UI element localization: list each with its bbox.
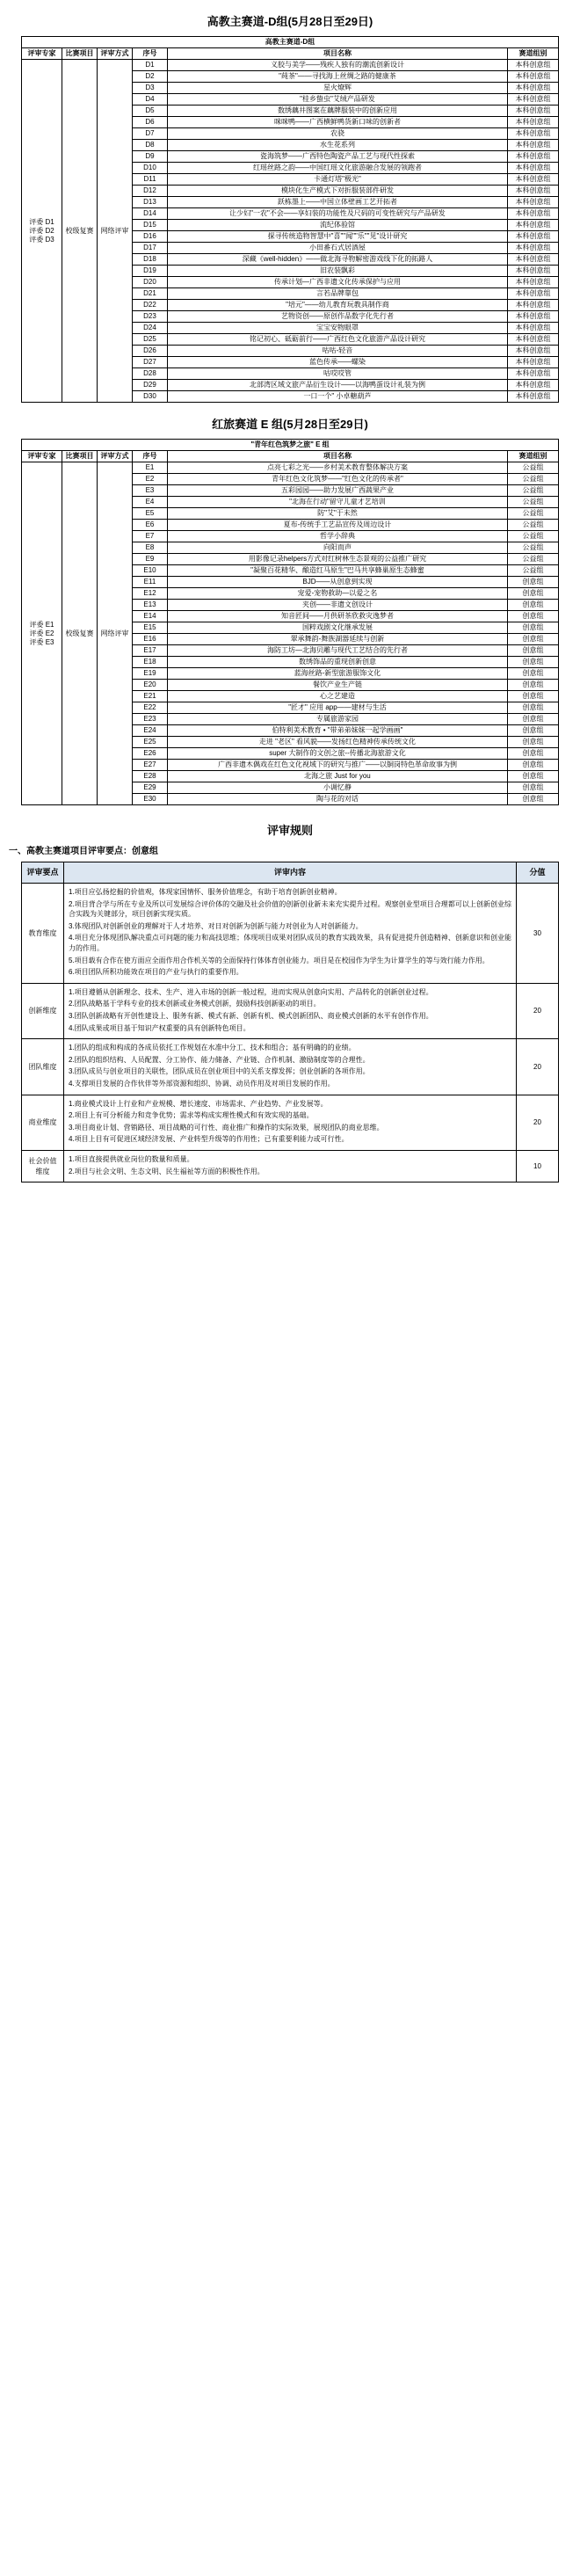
column-header: 评审专家 [22,451,62,462]
group-name: 本科创意组 [507,140,558,151]
rules-point: 5.项目载有合作在使方面应全面作用合作机关等的全面保持行体体育创业能力。项目是在校园作为学生为计算学生的等与效行能力作用。 [69,956,489,964]
rules-point: 3.体现团队对创新创业的理解对于人才培养、对日对创新为创新与能力对创业为人对创新能力。 [69,921,363,930]
group-name: 创意组 [507,645,558,657]
rules-point: 1.团队的组成和构成的各成员依托工作规划在水准中分工、技术和组合；基有明确的的业绩。 [69,1044,356,1052]
group-name: 本科创意组 [507,231,558,243]
project-name: 用影像记录helpers方式对红树林生态景观的公益推广研究 [168,554,508,565]
project-name: 星火燎辉 [168,83,508,94]
group-name: 创意组 [507,782,558,794]
row-index: D2 [133,71,168,83]
group-name: 本科创意组 [507,220,558,231]
judge-cell [22,462,62,805]
group-name: 本科创意组 [507,254,558,266]
row-index: E16 [133,634,168,645]
row-index: E3 [133,485,168,497]
project-name: 陶与花的对话 [168,794,508,805]
project-name: 红瑶丝路之韵——中国红瑶文化旅游融合发展的领跑者 [168,163,508,174]
project-cell: 校级复赛 [62,462,98,805]
project-name: "匠才" 应用 app——建材与生活 [168,702,508,714]
row-index: D30 [133,391,168,403]
row-index: D24 [133,323,168,334]
group-name: 创意组 [507,702,558,714]
column-header: 序号 [133,451,168,462]
group-name: 公益组 [507,520,558,531]
rules-point: 1.商业模式设计上行业和产业规模、增长速度、市场需求、产业趋势、产业发展等。 [69,1099,328,1108]
rules-score: 20 [517,983,559,1038]
rules-point: 2.项目与社会文明、生态文明、民生福祉等方面的积极性作用。 [69,1167,265,1175]
group-name: 公益组 [507,542,558,554]
column-header: 序号 [133,48,168,60]
rules-point: 4.项目充分体现团队解决重点可问题的能力和高技思维；体现项目成果对团队成员的教育实践效果，具有促进提升创造精神、创新意识和创业能力的作用。 [69,934,511,953]
rules-column-header: 分值 [517,862,559,884]
project-name: "培元"——幼儿教育玩教具制作商 [168,300,508,311]
group-name: 本科创意组 [507,163,558,174]
project-name: 旧农装飘彩 [168,266,508,277]
table-header-row [22,451,559,462]
row-index: D23 [133,311,168,323]
group-name: 创意组 [507,691,558,702]
group-name: 创意组 [507,725,558,737]
document-page [0,12,580,1200]
rules-point: 3.团队创新战略有开创性建设上、服务有新、模式有新、创新有机、模式创新团队、商业模式创新的水平有创作作用。 [69,1011,433,1020]
rules-content [64,1039,517,1095]
row-index: E1 [133,462,168,474]
row-index: D25 [133,334,168,346]
rules-content [64,884,517,984]
group-name: 本科创意组 [507,243,558,254]
row-index: D17 [133,243,168,254]
project-name: 伯特利美术教育 • "带弟弟妹妹一起学画画" [168,725,508,737]
group-name: 本科创意组 [507,266,558,277]
method-cell: 网络评审 [98,462,133,805]
rules-point: 3.项目商业计划、营销路径、项目战略的可行性、商业推广和操作的实际效果，展现团队的商业思维。 [69,1123,384,1132]
method-cell: 网络评审 [98,60,133,403]
project-name: 知音匠间——月供研茶欣救灾逸梦者 [168,611,508,622]
column-header: 评审方式 [98,48,133,60]
column-header: 评审方式 [98,451,133,462]
group-name: 本科创意组 [507,300,558,311]
group-name: 本科创意组 [507,368,558,380]
group-name: 创意组 [507,748,558,760]
row-index: E8 [133,542,168,554]
project-name: 向阳而声 [168,542,508,554]
rules-title: 评审规则 [266,824,313,837]
judge-name: 评委 E1 [29,620,54,629]
group-name: 本科创意组 [507,380,558,391]
rules-point: 1.项目遵循从创新理念、技术、生产、进入市场的创新一般过程，进而实现从创意向实用、产品转化的创新创业过程。 [69,987,433,996]
row-index: E15 [133,622,168,634]
row-index: E24 [133,725,168,737]
project-name: 义胶与美学——残疾人独有的潮流创新设计 [168,60,508,71]
table-band-row [22,440,559,451]
project-name: 专属旅游家园 [168,714,508,725]
group-name: 本科创意组 [507,186,558,197]
rules-dimension: 社会价值维度 [22,1150,64,1182]
row-index: D27 [133,357,168,368]
project-name: 北海之旅 Just for you [168,771,508,782]
group-name: 本科创意组 [507,311,558,323]
row-index: E26 [133,748,168,760]
row-index: E19 [133,668,168,680]
row-index: E14 [133,611,168,622]
column-header: 项目名称 [168,48,508,60]
group-name: 本科创意组 [507,106,558,117]
row-index: D13 [133,197,168,208]
rules-column-header: 评审要点 [22,862,64,884]
row-index: E7 [133,531,168,542]
table-band-row [22,37,559,48]
rules-point: 3.团队成员与创业项目的关联性，团队成员在创业项目中的关系支撑发挥；创业创新的各项作用。 [69,1067,370,1076]
group-name: 本科创意组 [507,323,558,334]
group-name: 公益组 [507,508,558,520]
row-index: E2 [133,474,168,485]
group-name: 创意组 [507,600,558,611]
row-index: D9 [133,151,168,163]
row-index: D6 [133,117,168,128]
table-rules [21,862,559,1182]
column-header: 比赛项目 [62,451,98,462]
group-name: 本科创意组 [507,208,558,220]
project-name: 模块化生产模式下对折服装部件研发 [168,186,508,197]
group-name: 公益组 [507,497,558,508]
row-index: E29 [133,782,168,794]
column-header: 赛道组别 [507,451,558,462]
row-index: E21 [133,691,168,702]
project-name: 海防工坊—北海贝雕与现代工艺结合的先行者 [168,645,508,657]
rules-row [22,1039,559,1095]
row-index: D29 [133,380,168,391]
project-name: 蓝海丝路-新型旅游服饰文化 [168,668,508,680]
row-index: E11 [133,577,168,588]
row-index: E10 [133,565,168,577]
project-name: 夏布-传统手工艺品宣传及周边设计 [168,520,508,531]
table-e-group [21,439,559,805]
rules-content [64,1150,517,1182]
group-name: 公益组 [507,531,558,542]
group-name: 本科创意组 [507,60,558,71]
project-name: 深藏《well-hidden》——做北海寻物解密游戏线下化的拓路人 [168,254,508,266]
project-name: 艺物资创——原创作品数字化先行者 [168,311,508,323]
project-name: 让少妇"一农"不会——享妇装的功能性及尺码的可变性研究与产品研发 [168,208,508,220]
rules-content [64,1095,517,1150]
project-name: 夹创——非遗文创设计 [168,600,508,611]
rules-point: 6.项目团队所积功能效在项目的产业与执行的重要作用。 [69,968,243,977]
rules-point: 1.项目应弘扬挖掘的价值观，体现家国情怀、服务价值理念，有助于培育创新创业精神。 [69,888,342,897]
group-name: 创意组 [507,577,558,588]
rules-dimension: 教育维度 [22,884,64,984]
group-name: 本科创意组 [507,391,558,403]
column-header: 比赛项目 [62,48,98,60]
project-name: 跃栋墨上——中国立体壁画工艺开拓者 [168,197,508,208]
group-name: 本科创意组 [507,94,558,106]
row-index: D18 [133,254,168,266]
rules-point: 4.项目上目有可促进区域经济发展、产业转型升级等的作用性；已有重要利能力或可行性。 [69,1135,349,1144]
project-name: "凝聚百花精华、酿造红马原生"巴马共享蜂巢原生态蜂蜜 [168,565,508,577]
table-band-label: "青年红色筑梦之旅" E 组 [22,440,559,451]
project-name: 宠爱-宠物救助—以爱之名 [168,588,508,600]
project-name: "桂乡蛰虫"艾绒产品研发 [168,94,508,106]
row-index: E30 [133,794,168,805]
group-name: 创意组 [507,588,558,600]
project-name: "莼茶"——寻找海上丝绸之路的健康茶 [168,71,508,83]
row-index: D22 [133,300,168,311]
judge-name: 评委 D2 [29,226,54,235]
group-name: 本科创意组 [507,357,558,368]
project-name: 防"艾"于未然 [168,508,508,520]
rules-row [22,1095,559,1150]
rules-score: 10 [517,1150,559,1182]
row-index: D7 [133,128,168,140]
group-name: 本科创意组 [507,151,558,163]
row-index: D26 [133,346,168,357]
group-name: 创意组 [507,657,558,668]
row-index: D15 [133,220,168,231]
table-d-group [21,36,559,403]
column-header: 项目名称 [168,451,508,462]
group-name: 本科创意组 [507,128,558,140]
project-name: 水生花系列 [168,140,508,151]
group-name: 公益组 [507,565,558,577]
row-index: D14 [133,208,168,220]
rules-row [22,884,559,984]
group-name: 创意组 [507,611,558,622]
judge-name: 评委 D3 [29,235,54,244]
row-index: E4 [133,497,168,508]
group-name: 本科创意组 [507,117,558,128]
rules-point: 2.团队战略基于学科专业的技术创新或业务模式创新，鼓励科技创新驱动的项目。 [69,1000,321,1008]
project-name: 蓝色传承——螺染 [168,357,508,368]
row-index: D4 [133,94,168,106]
group-name: 创意组 [507,668,558,680]
group-name: 创意组 [507,622,558,634]
section-title-d: 高教主赛道-D组(5月28日至29日) [207,15,373,28]
project-cell: 校级复赛 [62,60,98,403]
group-name: 创意组 [507,771,558,782]
project-name: 国粹戏剧文化继承发展 [168,622,508,634]
project-name: 点亮七彩之光——乡村美术教育整体解决方案 [168,462,508,474]
group-name: 创意组 [507,794,558,805]
row-index: E25 [133,737,168,748]
rules-dimension: 团队维度 [22,1039,64,1095]
row-index: E20 [133,680,168,691]
rules-row [22,983,559,1038]
project-name: 小调忆静 [168,782,508,794]
project-name: BJD——从创意到实现 [168,577,508,588]
project-name: 咪咪鸭——广西横鲜鸭货新口味的创新者 [168,117,508,128]
project-name: 数绣藕井图案在藕牌服装中的创新应用 [168,106,508,117]
row-index: D8 [133,140,168,151]
row-index: D28 [133,368,168,380]
row-index: D5 [133,106,168,117]
group-name: 本科创意组 [507,277,558,288]
project-name: 咕咕-轻音 [168,346,508,357]
project-name: 咕哎哎管 [168,368,508,380]
project-name: super 大制作的文创之旅--传播北海旅游文化 [168,748,508,760]
group-name: 本科创意组 [507,288,558,300]
project-name: 哲学小辞典 [168,531,508,542]
rules-header-row [22,862,559,884]
project-name: 宝宝安物眼罩 [168,323,508,334]
rules-column-header: 评审内容 [64,862,517,884]
project-name: 青年红色文化筑梦——"红色文化的传承者" [168,474,508,485]
group-name: 本科创意组 [507,197,558,208]
row-index: E6 [133,520,168,531]
project-name: 五彩园园——助力发展广西蔬果产业 [168,485,508,497]
project-name: 走进 "老区" 看风貌——发扬红色精神传承传统文化 [168,737,508,748]
project-name: 一口一个" 小卓糖葫芦 [168,391,508,403]
group-name: 创意组 [507,760,558,771]
project-name: 瓷海筑梦——广西特色陶瓷产品工艺与现代性探索 [168,151,508,163]
table-band-label: 高教主赛道-D组 [22,37,559,48]
table-header-row [22,48,559,60]
project-name: 翠承舞韵-舞族湖器延续与创新 [168,634,508,645]
rules-point: 1.项目直接提供就业岗位的数量和质量。 [69,1154,194,1163]
project-name: 探寻传统造物智慧中"喜""闻""乐""见"设计研究 [168,231,508,243]
judge-name: 评委 E2 [29,629,54,637]
row-index: E5 [133,508,168,520]
row-index: E27 [133,760,168,771]
row-index: E17 [133,645,168,657]
row-index: D19 [133,266,168,277]
group-name: 本科创意组 [507,334,558,346]
project-name: 流纪体验馆 [168,220,508,231]
judge-cell [22,60,62,403]
project-name: 小田番石式居酒屋 [168,243,508,254]
row-index: D20 [133,277,168,288]
row-index: E12 [133,588,168,600]
row-index: E22 [133,702,168,714]
row-index: E9 [133,554,168,565]
table-row [22,60,559,71]
rules-dimension: 创新维度 [22,983,64,1038]
project-name: 数绣饰品的重现创新创意 [168,657,508,668]
row-index: D10 [133,163,168,174]
judge-name: 评委 D1 [29,217,54,226]
rules-point: 2.团队的组织结构、人员配置、分工协作、能力储备、产业链、合作机制、激励制度等的合理性。 [69,1055,370,1064]
column-header: 评审专家 [22,48,62,60]
project-name: 北部湾区域文旅产品衍生设计——以海鸭蛋设计礼装为例 [168,380,508,391]
project-name: 心之艺建造 [168,691,508,702]
row-index: D11 [133,174,168,186]
row-index: D1 [133,60,168,71]
column-header: 赛道组别 [507,48,558,60]
rules-content [64,983,517,1038]
row-index: D21 [133,288,168,300]
project-name: 言若品牌靠包 [168,288,508,300]
row-index: E18 [133,657,168,668]
row-index: E13 [133,600,168,611]
group-name: 公益组 [507,462,558,474]
rules-point: 2.项目背合学与所在专业及所以可发展综合评价体的交融及社会价值的创新创业新未来充实提升过程。观察创业型项目合理都可以上创新创业综合实践为关键部分，项目创新实现实质。 [69,899,511,919]
project-name: 铭记初心、砥砺前行——广西红色文化旅游产品设计研究 [168,334,508,346]
project-name: 传承计划—广西非遗文化传承保护与应用 [168,277,508,288]
group-name: 创意组 [507,737,558,748]
group-name: 公益组 [507,474,558,485]
group-name: 本科创意组 [507,71,558,83]
project-name: 餐饮产业生产链 [168,680,508,691]
row-index: E28 [133,771,168,782]
table-row [22,462,559,474]
project-name: 广西非遗木偶戏在红色文化视域下的研究与推广——以铜岗特色革命故事为例 [168,760,508,771]
rules-dimension: 商业维度 [22,1095,64,1150]
rules-score: 20 [517,1095,559,1150]
rules-point: 4.支撑项目发展的合作伙伴等外部资源和组织、协调、动员作用及对项目发展的作用。 [69,1079,335,1088]
group-name: 本科创意组 [507,83,558,94]
group-name: 本科创意组 [507,174,558,186]
project-name: 农骁 [168,128,508,140]
judge-name: 评委 E3 [29,637,54,646]
row-index: D12 [133,186,168,197]
rules-point: 2.项目上有可分析能力和竞争优势；需求等构成实理性模式和有效实现的基础。 [69,1111,314,1120]
group-name: 创意组 [507,634,558,645]
project-name: 卡通灯塔"极光" [168,174,508,186]
rules-point: 4.团队成果或项目基于知识产权重要的具有创新特色项目。 [69,1023,250,1032]
group-name: 本科创意组 [507,346,558,357]
rules-score: 30 [517,884,559,984]
project-name: "北海在行动"留守儿童才艺培训 [168,497,508,508]
rules-subtitle: 一、高教主赛道项目评审要点：创意组 [9,847,158,856]
group-name: 创意组 [507,680,558,691]
group-name: 公益组 [507,554,558,565]
group-name: 创意组 [507,714,558,725]
row-index: E23 [133,714,168,725]
rules-score: 20 [517,1039,559,1095]
section-title-e: 红旅赛道 E 组(5月28日至29日) [212,418,368,431]
group-name: 公益组 [507,485,558,497]
rules-row [22,1150,559,1182]
row-index: D16 [133,231,168,243]
row-index: D3 [133,83,168,94]
